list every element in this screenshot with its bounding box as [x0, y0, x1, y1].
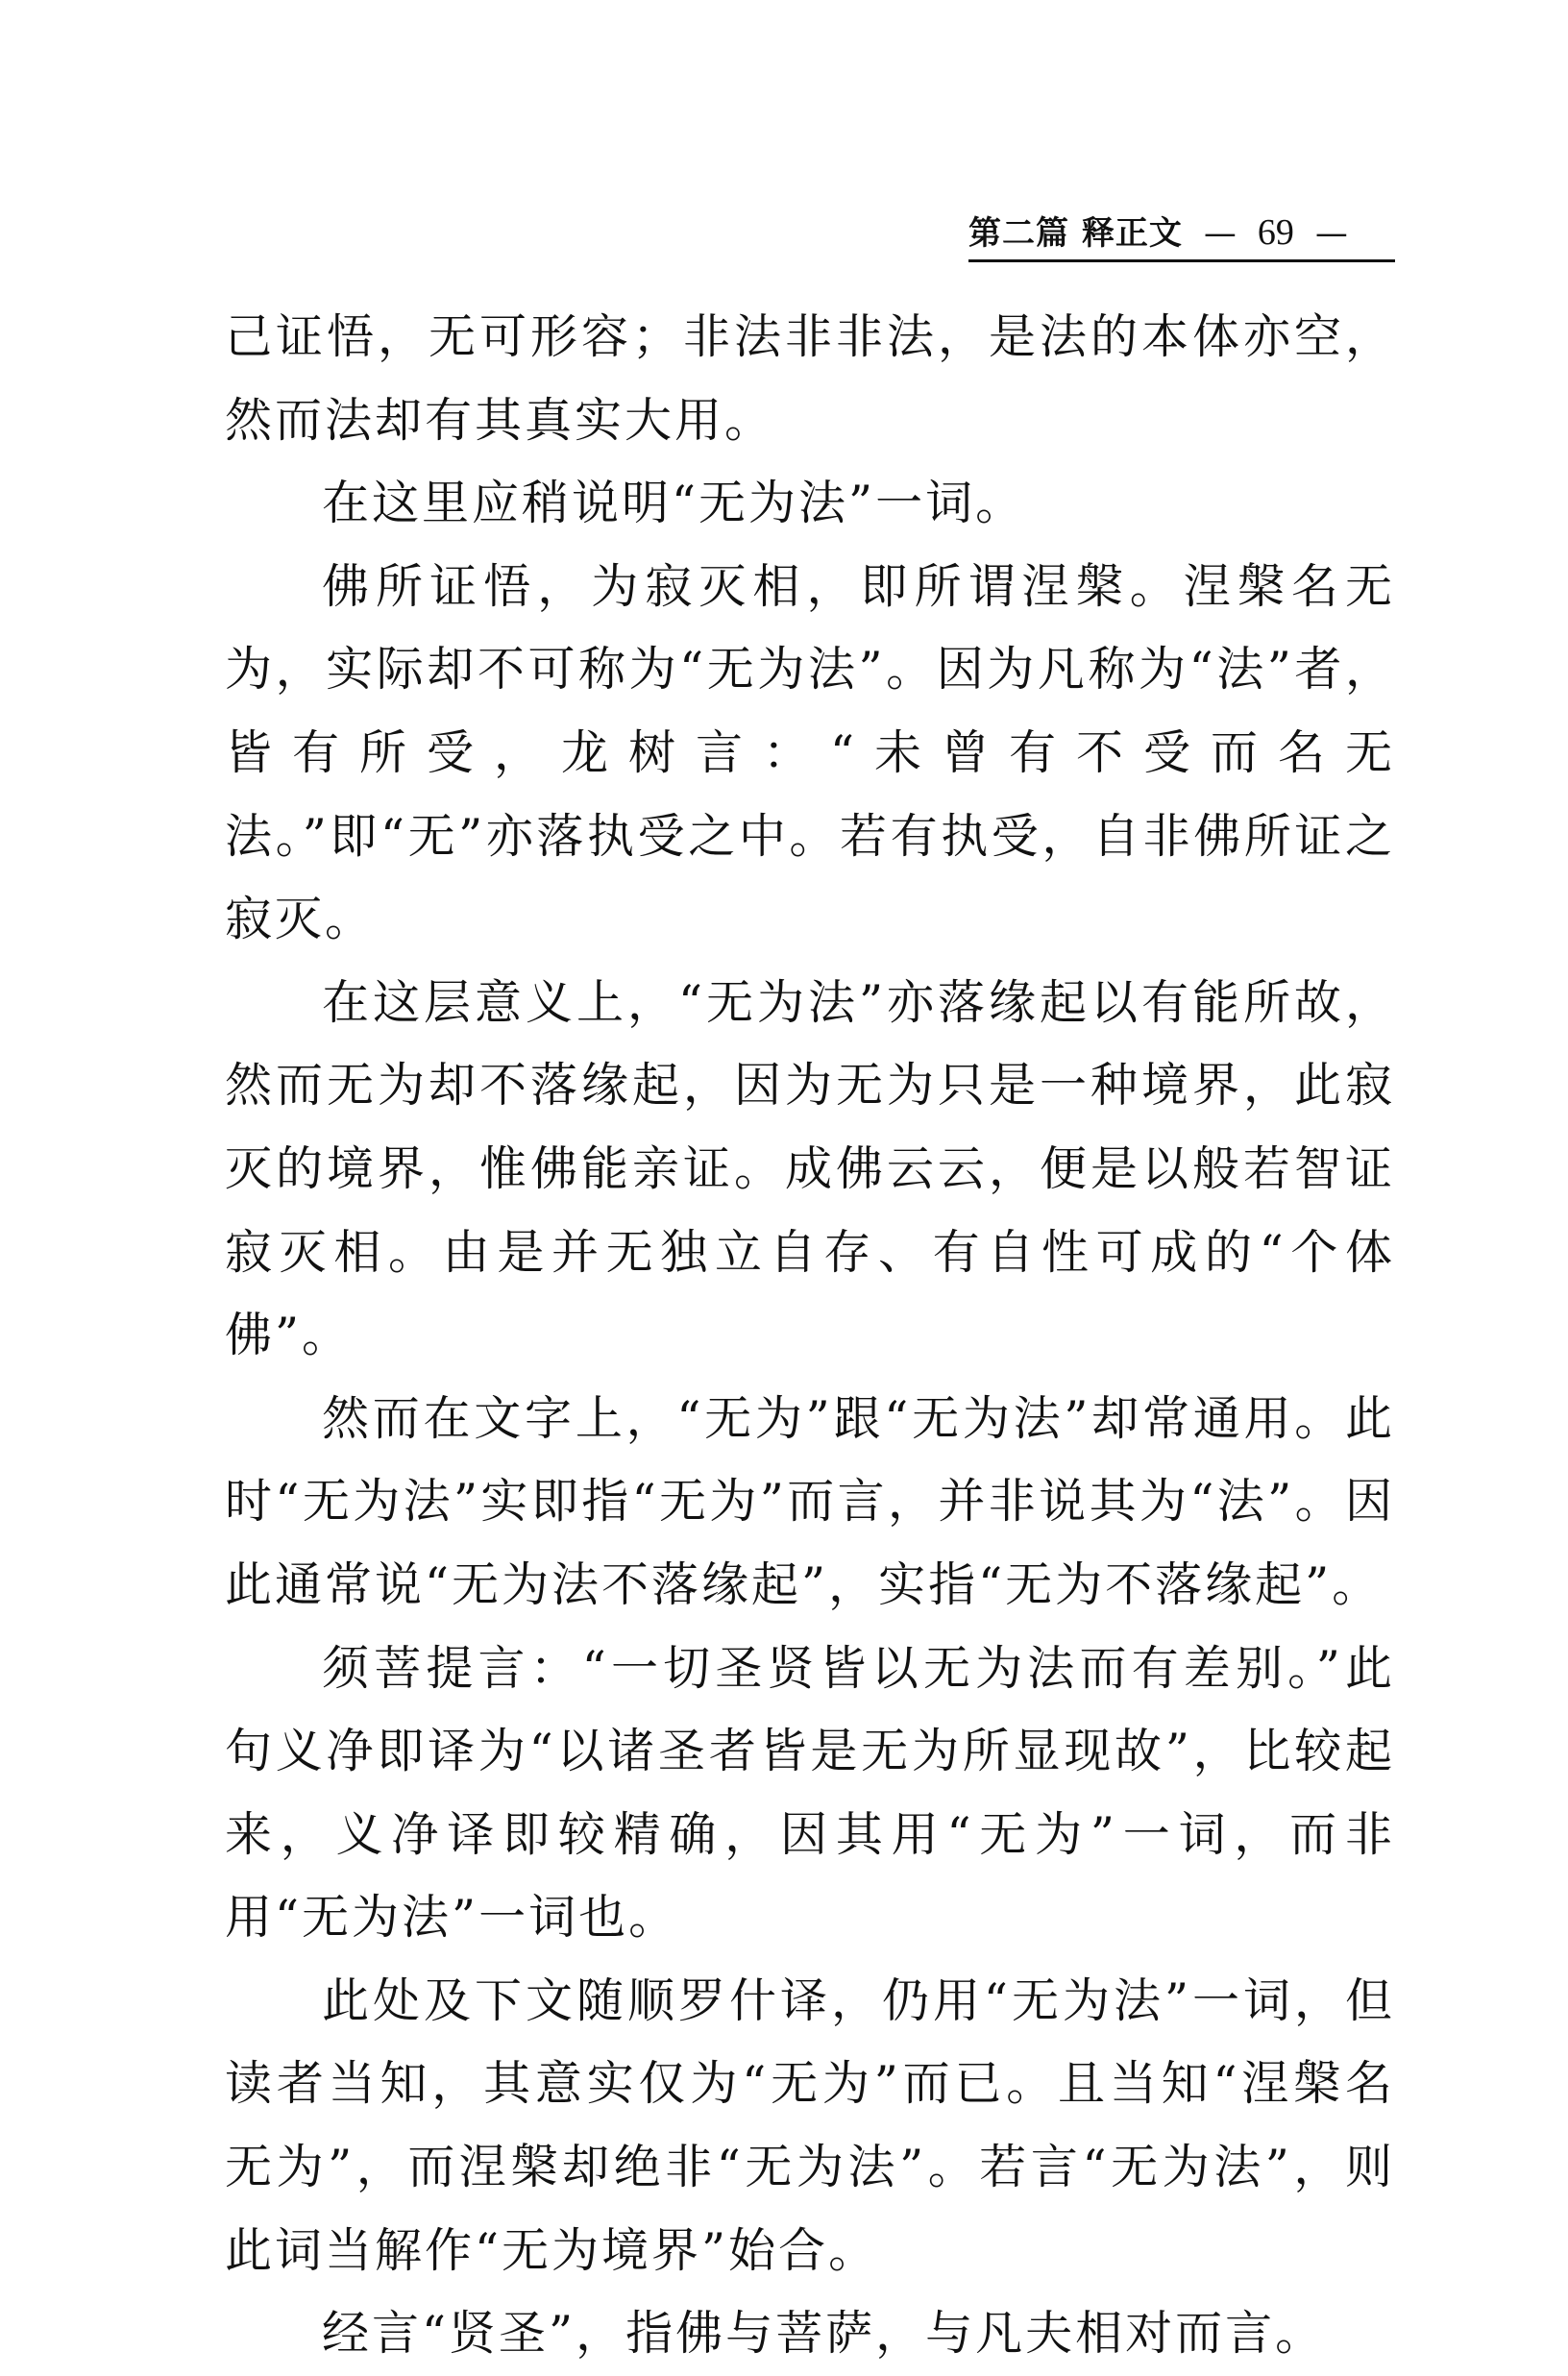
header-dash-right: —: [1314, 214, 1348, 253]
body-text: [225, 296, 1395, 2376]
paragraph: 然而在文字上，“无为”跟“无为法”却常通用。此时“无为法”实即指“无为”而言，并非说其为“法”。因此通常说“无为法不落缘起”，实指“无为不落缘起”。: [225, 1390, 1395, 1612]
paragraph: 在这层意义上，“无为法”亦落缘起以有能所故，然而无为却不落缘起，因为无为只是一种境界，此寂灭的境界，惟佛能亲证。成佛云云，便是以般若智证寂灭相。由是并无独立自存、有自性可成的“个体佛”。: [225, 974, 1395, 1363]
chapter-title: 第二篇 释正文: [968, 214, 1183, 253]
paragraph: 佛所证悟，为寂灭相，即所谓涅槃。涅槃名无为，实际却不可称为“无为法”。因为凡称为“法”者，皆有所受，龙树言：“未曾有不受而名无法。”即“无”亦落执受之中。若有执受，自非佛所证之寂灭。: [225, 558, 1395, 947]
running-header: [968, 209, 1395, 262]
page-number: 69: [1257, 212, 1294, 253]
paragraph: 己证悟，无可形容；非法非非法，是法的本体亦空，然而法却有其真实大用。: [225, 309, 1395, 448]
paragraph: 在这里应稍说明“无为法”一词。: [322, 476, 1026, 531]
paragraph: 须菩提言：“一切圣贤皆以无为法而有差别。”此句义净即译为“以诸圣者皆是无为所显现故”，比较起来，义净译即较精确，因其用“无为”一词，而非用“无为法”一词也。: [225, 1640, 1395, 1946]
paragraph: 此处及下文随顺罗什译，仍用“无为法”一词，但读者当知，其意实仅为“无为”而已。且当知“涅槃名无为”，而涅槃却绝非“无为法”。若言“无为法”，则此词当解作“无为境界”始合。: [225, 1972, 1395, 2278]
header-dash-left: —: [1203, 214, 1237, 253]
paragraph: 经言“贤圣”，指佛与菩萨，与凡夫相对而言。: [322, 2306, 1326, 2362]
